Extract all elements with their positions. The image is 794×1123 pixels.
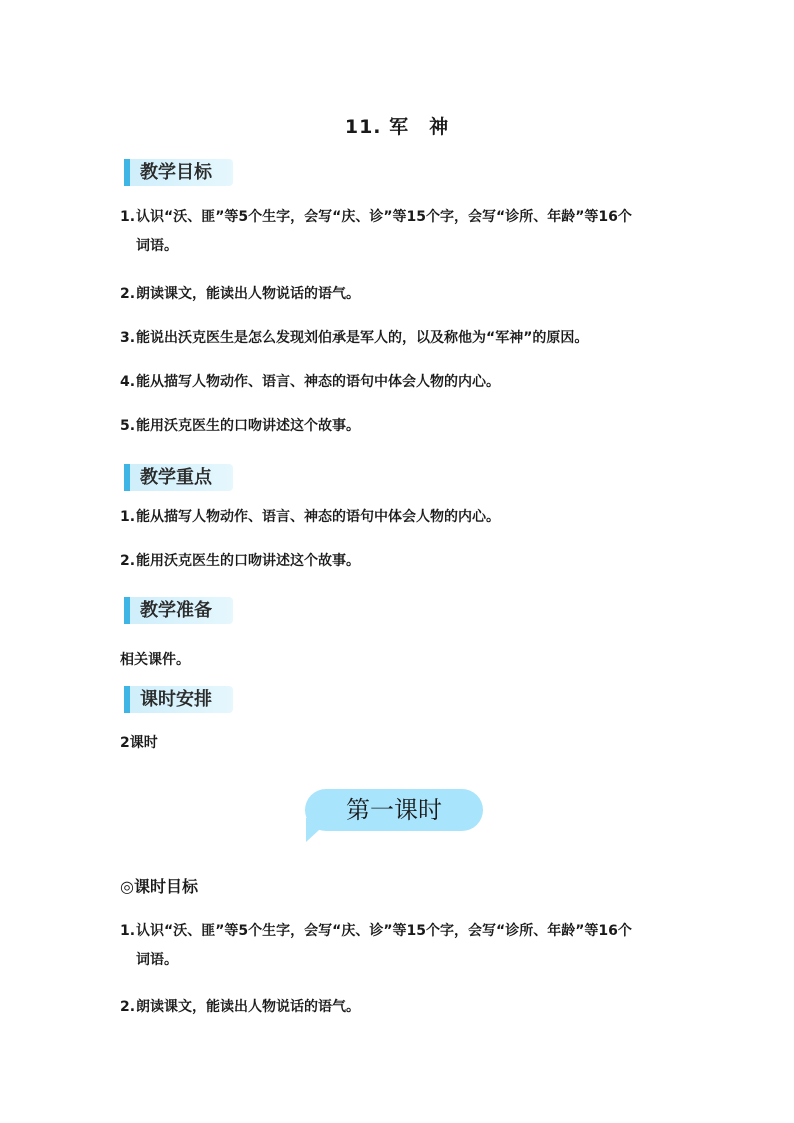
heading-accent-bar (124, 686, 130, 713)
section-heading-label: 课时安排 (140, 689, 212, 710)
item-number: 2. (120, 999, 136, 1015)
preparation-text: 相关课件。 (120, 652, 190, 668)
item-text: 能从描写人物动作、语言、神态的语句中体会人物的内心。 (136, 509, 500, 525)
objective-item (120, 412, 680, 441)
item-number: 2. (120, 553, 136, 569)
item-number: 4. (120, 374, 136, 390)
page-title: 11. 军 神 (344, 116, 450, 138)
item-number: 1. (120, 923, 136, 939)
item-text: 认识“沃、匪”等5个生字，会写“庆、诊”等15个字，会写“诊所、年龄”等16个 (136, 923, 632, 939)
schedule-text: 2课时 (120, 735, 158, 751)
lesson-banner-label: 第一课时 (346, 796, 442, 824)
item-text: 能用沃克医生的口吻讲述这个故事。 (136, 418, 360, 434)
item-number: 1. (120, 209, 136, 225)
section-heading-label: 教学准备 (140, 600, 212, 621)
item-text-continued: 词语。 (136, 952, 178, 968)
objective-item (120, 280, 680, 309)
item-text: 能从描写人物动作、语言、神态的语句中体会人物的内心。 (136, 374, 500, 390)
objective-item (120, 368, 680, 397)
objective-item (120, 324, 680, 353)
lesson-goal-heading: ◎课时目标 (120, 877, 198, 896)
objective-item (120, 203, 680, 261)
item-text: 朗读课文，能读出人物说话的语气。 (136, 999, 360, 1015)
heading-accent-bar (124, 597, 130, 624)
key-point-item (120, 547, 680, 576)
item-text: 朗读课文，能读出人物说话的语气。 (136, 286, 360, 302)
item-number: 2. (120, 286, 136, 302)
item-text-continued: 词语。 (136, 238, 178, 254)
section-heading-objectives (124, 159, 233, 186)
key-point-item (120, 503, 680, 532)
heading-accent-bar (124, 159, 130, 186)
section-heading-schedule (124, 686, 233, 713)
section-heading-label: 教学重点 (140, 467, 212, 488)
lesson-goal-item (120, 993, 680, 1022)
section-heading-label: 教学目标 (140, 162, 212, 183)
item-text: 能说出沃克医生是怎么发现刘伯承是军人的，以及称他为“军神”的原因。 (136, 330, 589, 346)
item-number: 1. (120, 509, 136, 525)
lesson-goal-item (120, 917, 680, 975)
item-text: 认识“沃、匪”等5个生字，会写“庆、诊”等15个字，会写“诊所、年龄”等16个 (136, 209, 632, 225)
heading-accent-bar (124, 464, 130, 491)
section-heading-preparation (124, 597, 233, 624)
lesson-banner (305, 789, 483, 831)
item-number: 3. (120, 330, 136, 346)
section-heading-key-points (124, 464, 233, 491)
item-text: 能用沃克医生的口吻讲述这个故事。 (136, 553, 360, 569)
item-number: 5. (120, 418, 136, 434)
